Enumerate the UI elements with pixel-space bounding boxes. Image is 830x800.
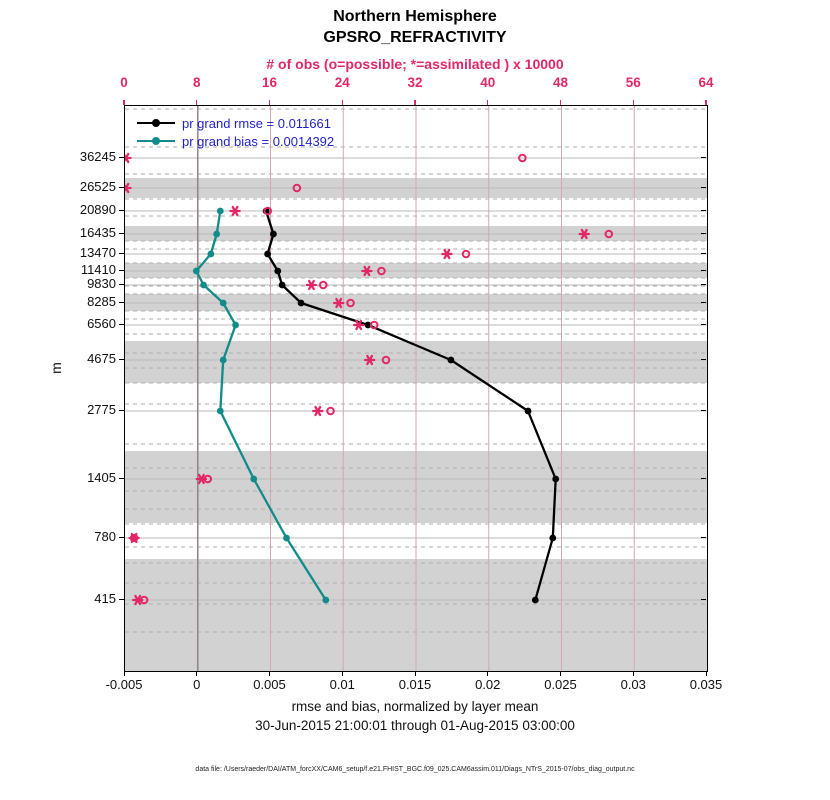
bottom-axis-tick-label: 0 (193, 677, 201, 692)
legend-row (137, 115, 331, 131)
top-axis-tick (123, 100, 124, 105)
y-axis-tick (119, 253, 124, 254)
top-axis-tick-label: 32 (407, 75, 423, 90)
y-axis-tick (119, 270, 124, 271)
y-axis-tick (119, 157, 124, 158)
y-axis-right-tick (701, 537, 706, 538)
y-axis-right-tick (701, 599, 706, 600)
rmse-point (532, 597, 539, 604)
y-axis-tick (119, 233, 124, 234)
y-axis-tick-label: 9830 (87, 276, 116, 291)
top-axis-tick-label: 56 (625, 75, 641, 90)
top-axis-tick (342, 100, 343, 105)
bottom-axis-tick-label: 0.01 (329, 677, 355, 692)
y-axis-right-tick (701, 233, 706, 234)
top-axis-tick-label: 8 (192, 75, 201, 90)
plot-canvas (125, 106, 707, 671)
top-axis-tick (633, 100, 634, 105)
top-axis-tick-label: 0 (120, 75, 128, 90)
y-axis-tick-label: 11410 (80, 262, 116, 277)
rmse-point (298, 300, 305, 307)
y-axis-tick-label: 4675 (87, 351, 116, 366)
y-axis-right-tick (701, 324, 706, 325)
y-axis-tick (119, 478, 124, 479)
y-axis-tick (119, 359, 124, 360)
y-axis-tick-label: 6560 (87, 316, 116, 331)
bottom-axis-tick-label: 0.025 (544, 677, 577, 692)
top-axis-tick-label: 16 (261, 75, 278, 90)
y-axis-tick-label: 8285 (87, 294, 116, 309)
y-axis-right-tick (701, 157, 706, 158)
legend-line-sample (137, 140, 175, 143)
bottom-axis-tick (633, 671, 634, 676)
bottom-axis-tick (196, 671, 197, 676)
bottom-axis-tick (560, 671, 561, 676)
bottom-axis-tick-label: 0.015 (398, 677, 432, 692)
top-axis-tick (560, 100, 561, 105)
rmse-point (549, 535, 556, 542)
top-axis-tick-label: 48 (552, 75, 569, 90)
plot-area (124, 105, 708, 672)
bias-point (250, 476, 257, 483)
y-axis-right-tick (701, 253, 706, 254)
figure-title-line1: Northern Hemisphere (333, 8, 497, 25)
y-axis-right-tick (701, 187, 706, 188)
bias-point (217, 208, 224, 215)
y-axis-right-tick (701, 284, 706, 285)
bottom-axis-tick-label: 0.035 (689, 677, 723, 692)
bias-point (220, 357, 227, 364)
y-axis-tick (119, 210, 124, 211)
y-axis-right-tick (701, 359, 706, 360)
legend-label: pr grand bias = 0.0014392 (182, 133, 335, 149)
rmse-point (264, 251, 271, 258)
bottom-axis-tick (269, 671, 270, 676)
y-axis-tick (119, 284, 124, 285)
y-axis-tick (119, 324, 124, 325)
bottom-axis-tick-label: 0.02 (475, 677, 501, 692)
bottom-axis-tick (342, 671, 343, 676)
bias-point (220, 300, 227, 307)
y-axis-label: m (47, 362, 64, 374)
bottom-axis-label: rmse and bias, normalized by layer mean (291, 699, 539, 714)
legend-row (137, 133, 334, 149)
y-axis-tick-label: 1405 (87, 470, 116, 485)
top-axis-tick-label: 40 (480, 75, 496, 90)
y-axis-tick-label: 13470 (79, 245, 116, 260)
date-range-label: 30-Jun-2015 21:00:01 through 01-Aug-2015 03:00:00 (255, 718, 575, 733)
bias-point (217, 408, 224, 415)
top-axis-tick (269, 100, 270, 105)
y-axis-right-tick (701, 302, 706, 303)
rmse-point (270, 231, 277, 238)
top-axis-tick-label: 24 (334, 75, 350, 90)
bias-point (193, 268, 200, 275)
y-axis-right-tick (701, 478, 706, 479)
bottom-axis-tick (124, 671, 125, 676)
legend-dot-sample (152, 137, 160, 145)
data-file-path: data file: /Users/raeder/DAI/ATM_forcXX/CAM6_setup/f.e21.FHIST_BGC.f09_025.CAM6assim.011/Diags_NTrS_2015-07/obs_diag_output.nc (195, 766, 635, 773)
top-axis-tick (487, 100, 488, 105)
y-axis-right-tick (701, 270, 706, 271)
bottom-axis-tick (706, 671, 707, 676)
bottom-axis-tick (487, 671, 488, 676)
bottom-axis-tick-label: 0.03 (620, 677, 646, 692)
y-axis-tick-label: 2775 (87, 402, 116, 417)
rmse-point (274, 268, 281, 275)
rmse-point (525, 408, 532, 415)
bias-point (213, 231, 220, 238)
top-axis-tick (414, 100, 415, 105)
y-axis-tick-label: 20890 (79, 202, 116, 217)
y-axis-tick (119, 302, 124, 303)
y-axis-tick-label: 780 (94, 529, 116, 544)
rmse-point (279, 282, 286, 289)
y-axis-tick-label: 36245 (79, 149, 116, 164)
y-axis-right-tick (701, 410, 706, 411)
y-axis-tick-label: 26525 (79, 179, 116, 194)
bottom-axis-tick-label: 0.005 (253, 677, 286, 692)
top-axis-tick-label: 64 (698, 75, 714, 90)
top-axis-tick (196, 100, 197, 105)
y-axis-tick (119, 410, 124, 411)
y-axis-tick-label: 16435 (79, 225, 116, 240)
figure-title-line2: GPSRO_REFRACTIVITY (323, 29, 507, 46)
top-axis-tick (705, 100, 706, 105)
bias-point (207, 251, 214, 258)
bias-point (322, 597, 329, 604)
rmse-point (448, 357, 455, 364)
y-axis-tick-label: 415 (94, 591, 116, 606)
bottom-axis-tick (415, 671, 416, 676)
top-axis-label: # of obs (o=possible; *=assimilated ) x 10000 (266, 56, 564, 72)
legend-label: pr grand rmse = 0.011661 (182, 115, 331, 131)
y-axis-right-tick (701, 210, 706, 211)
y-axis-tick (119, 187, 124, 188)
bottom-axis-tick-label: -0.005 (105, 677, 143, 692)
legend-line-sample (137, 122, 175, 125)
legend-dot-sample (152, 119, 160, 127)
y-axis-tick (119, 537, 124, 538)
rmse-point (552, 476, 559, 483)
bias-point (232, 322, 239, 329)
y-axis-tick (119, 599, 124, 600)
bias-point (200, 282, 207, 289)
bias-point (283, 535, 290, 542)
